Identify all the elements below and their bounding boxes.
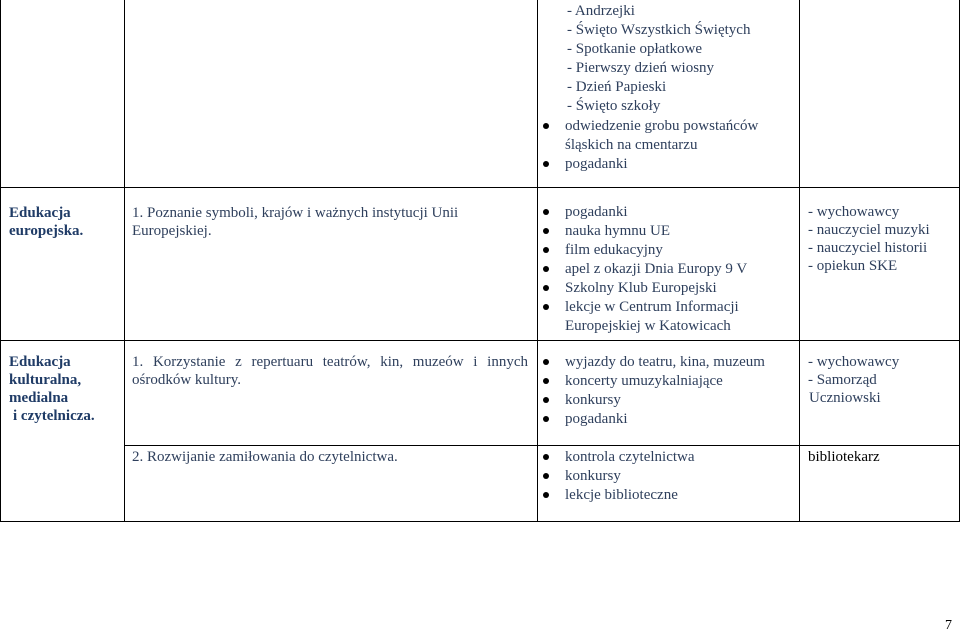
activity-dash-item: - Święto szkoły [567,98,661,114]
bullet-icon [543,492,549,498]
table-row-european [0,187,960,341]
cell-area-empty [0,0,125,188]
cell-activities [537,187,800,341]
cell-responsible [799,187,960,341]
list-item: konkursy [537,391,799,410]
list-item: wyjazdy do teatru, kina, muzeum [537,353,799,372]
bullet-icon [543,266,549,272]
activity-dash-item: - Pierwszy dzień wiosny [567,60,715,76]
cell-area [0,187,125,341]
bullet-icon [543,473,549,479]
responsible-item: - Samorząd [808,372,877,388]
cell-responsible-empty [799,0,960,188]
activity-dash-list [537,2,799,116]
bullet-icon [543,123,549,129]
activity-dash-item: - Dzień Papieski [567,79,667,95]
bullet-icon [543,228,549,234]
responsible-item: - nauczyciel historii [808,240,928,256]
task-text: 2. Rozwijanie zamiłowania do czytelnictwa. [132,449,398,465]
responsible-item: Uczniowski [809,390,881,406]
responsible-item: - opiekun SKE [808,258,898,274]
activity-dash-item: - Spotkanie opłatkowe [567,41,702,57]
bullet-icon [543,416,549,422]
activity-bullet-list [537,448,799,505]
bullet-icon [543,161,549,167]
list-item: nauka hymnu UE [537,222,799,241]
cell-task [124,445,538,522]
area-label: Edukacja [9,205,71,221]
cell-task [124,187,538,341]
table-row-cultural [0,340,960,446]
task-text: 1. Poznanie symboli, krajów i ważnych instytucji Unii Europejskiej. [132,205,459,239]
list-item: Europejskiej w Katowicach [565,318,731,334]
bullet-icon [543,209,549,215]
list-item: kontrola czytelnictwa [537,448,799,467]
activity-dash-item: - Święto Wszystkich Świętych [567,22,751,38]
bullet-icon [543,359,549,365]
list-item: koncerty umuzykalniające [537,372,799,391]
cell-responsible [799,340,960,446]
table-row-reading [0,445,960,522]
list-item: lekcje biblioteczne [537,486,799,505]
area-label: kulturalna, [9,372,82,388]
bullet-icon [543,454,549,460]
cell-activities [537,0,800,188]
bullet-icon [543,285,549,291]
list-item: pogadanki [537,155,799,174]
list-item: pogadanki [537,203,799,222]
activity-bullet-list [537,203,799,336]
bullet-icon [543,397,549,403]
activity-bullet-list [537,353,799,429]
area-label: Edukacja [9,354,71,370]
list-item: odwiedzenie grobu powstańców [537,117,799,136]
cell-activities [537,445,800,522]
cell-task-empty [124,0,538,188]
cell-area-bottom [0,445,125,522]
list-item: Szkolny Klub Europejski [537,279,799,298]
list-item: apel z okazji Dnia Europy 9 V [537,260,799,279]
cell-activities [537,340,800,446]
cell-responsible [799,445,960,522]
task-text: 1. Korzystanie z repertuaru teatrów, kin, muzeów i innych ośrodków kultury. [132,354,528,388]
responsible-item: bibliotekarz [808,449,880,465]
list-item: film edukacyjny [537,241,799,260]
list-item: lekcje w Centrum Informacji [537,298,799,317]
area-label: europejska. [9,223,84,239]
cell-task [124,340,538,446]
list-item: śląskich na cmentarzu [565,137,698,153]
list-item: konkursy [537,467,799,486]
bullet-icon [543,247,549,253]
responsible-item: - wychowawcy [808,204,900,220]
activity-bullet-list [537,117,799,174]
area-label: medialna [9,390,69,406]
page-number: 7 [945,618,952,633]
bullet-icon [543,378,549,384]
responsible-item: - nauczyciel muzyki [808,222,930,238]
list-item: pogadanki [537,410,799,429]
activity-dash-item: - Andrzejki [567,3,635,19]
responsible-item: - wychowawcy [808,354,900,370]
bullet-icon [543,304,549,310]
area-label: i czytelnicza. [13,408,95,424]
table-row-continuation [0,0,960,188]
